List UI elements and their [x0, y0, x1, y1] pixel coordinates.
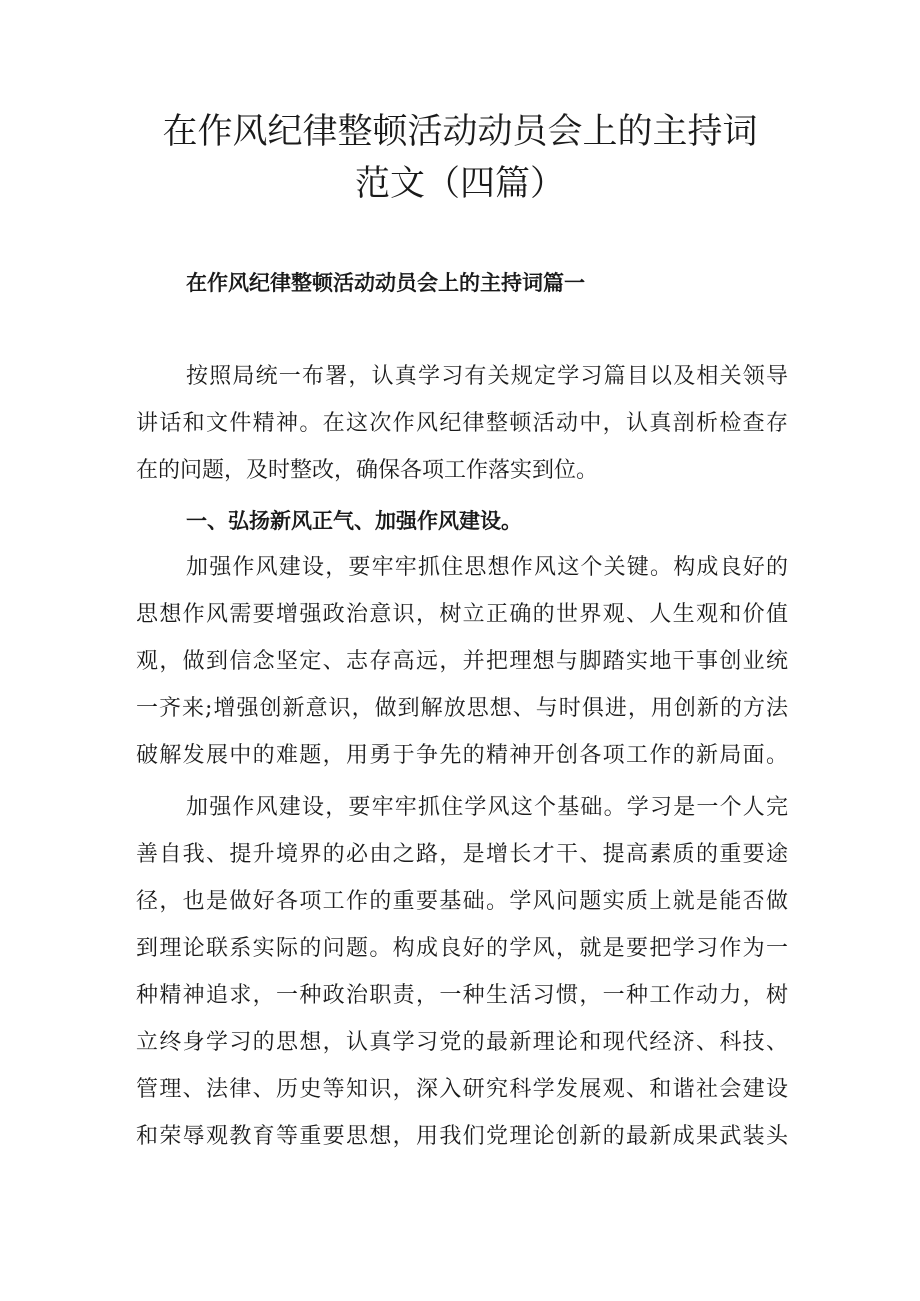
body-text-line: 思想作风需要增强政治意识，树立正确的世界观、人生观和价值: [136, 602, 788, 627]
body-text-line: 和荣辱观教育等重要思想，用我们党理论创新的最新成果武装头: [136, 1124, 788, 1149]
subheading: 一、弘扬新风正气、加强作风建设。: [186, 509, 522, 533]
body-text-line: 管理、法律、历史等知识，深入研究科学发展观、和谐社会建设: [136, 1077, 788, 1102]
body-text-line: 加强作风建设，要牢牢抓住学风这个基础。学习是一个人完: [186, 795, 788, 820]
body-text-line: 观，做到信念坚定、志存高远，并把理想与脚踏实地干事创业统: [136, 649, 788, 674]
body-text-line: 善自我、提升境界的必由之路，是增长才干、提高素质的重要途: [136, 842, 788, 867]
body-text-line: 破解发展中的难题，用勇于争先的精神开创各项工作的新局面。: [136, 743, 788, 768]
body-text-line: 立终身学习的思想，认真学习党的最新理论和现代经济、科技、: [136, 1030, 788, 1055]
body-text-line: 种精神追求，一种政治职责，一种生活习惯，一种工作动力，树: [136, 983, 788, 1008]
body-text-line: 到理论联系实际的问题。构成良好的学风，就是要把学习作为一: [136, 936, 788, 961]
document-title-line-2: 范文（四篇）: [354, 164, 565, 204]
body-text-line: 加强作风建设，要牢牢抓住思想作风这个关键。构成良好的: [186, 555, 788, 580]
body-text-line: 在的问题，及时整改，确保各项工作落实到位。: [136, 458, 599, 483]
body-text-line: 径，也是做好各项工作的重要基础。学风问题实质上就是能否做: [136, 889, 788, 914]
document-title-line-1: 在作风纪律整顿活动动员会上的主持词: [162, 112, 758, 152]
body-text-line: 一齐来;增强创新意识，做到解放思想、与时俱进，用创新的方法: [136, 696, 788, 721]
body-text-line: 按照局统一布署，认真学习有关规定学习篇目以及相关领导: [186, 364, 788, 389]
body-text-line: 讲话和文件精神。在这次作风纪律整顿活动中，认真剖析检查存: [136, 411, 788, 436]
section-heading: 在作风纪律整顿活动动员会上的主持词篇一: [186, 271, 585, 295]
